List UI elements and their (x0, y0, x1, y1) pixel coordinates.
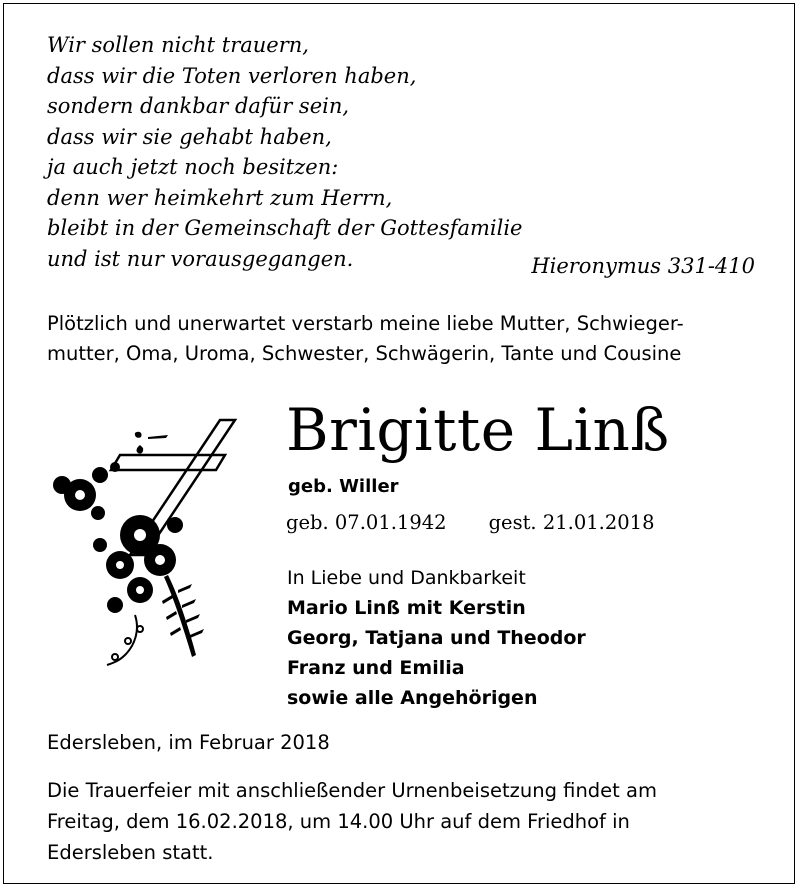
mourner-name: sowie alle Angehörigen (287, 687, 538, 709)
mourners-intro: In Liebe und Dankbarkeit (287, 567, 526, 589)
cross-with-roses-icon (40, 415, 240, 680)
poem-line: sondern dankbar dafür sein, (47, 94, 350, 118)
place-and-date: Edersleben, im Februar 2018 (47, 731, 330, 754)
mourner-name: Franz und Emilia (287, 657, 465, 679)
announcement-line: mutter, Oma, Uroma, Schwester, Schwägerin, Tante und Cousine (47, 342, 682, 365)
announcement-line: Plötzlich und unerwartet verstarb meine liebe Mutter, Schwieger- (47, 312, 684, 335)
poem-line: und ist nur vorausgegangen. (47, 246, 354, 271)
ceremony-line: Edersleben statt. (47, 841, 214, 864)
ceremony-line: Freitag, dem 16.02.2018, um 14.00 Uhr auf dem Friedhof in (47, 810, 630, 833)
poem-line: bleibt in der Gemeinschaft der Gottesfamilie (47, 216, 523, 240)
death-announcement (47, 309, 767, 369)
poem-line: dass wir sie gehabt haben, (47, 124, 332, 149)
poem-author: Hieronymus 331-410 (531, 254, 755, 278)
poem (47, 30, 767, 274)
ceremony-info (47, 775, 767, 868)
birth-date: geb. 07.01.1942 (286, 511, 447, 534)
death-date: gest. 21.01.2018 (488, 511, 655, 534)
deceased-name: Brigitte Linß (286, 396, 670, 464)
mourner-name: Georg, Tatjana und Theodor (287, 627, 586, 649)
poem-line: dass wir die Toten verloren haben, (47, 63, 417, 88)
poem-line: denn wer heimkehrt zum Herrn, (47, 185, 393, 210)
maiden-name: geb. Willer (288, 476, 399, 497)
mourners (287, 563, 586, 713)
ceremony-line: Die Trauerfeier mit anschließender Urnenbeisetzung findet am (47, 779, 657, 802)
poem-line: ja auch jetzt noch besitzen: (47, 155, 339, 179)
mourner-name: Mario Linß mit Kerstin (287, 597, 526, 619)
poem-line: Wir sollen nicht trauern, (47, 33, 309, 57)
life-dates (286, 511, 654, 534)
